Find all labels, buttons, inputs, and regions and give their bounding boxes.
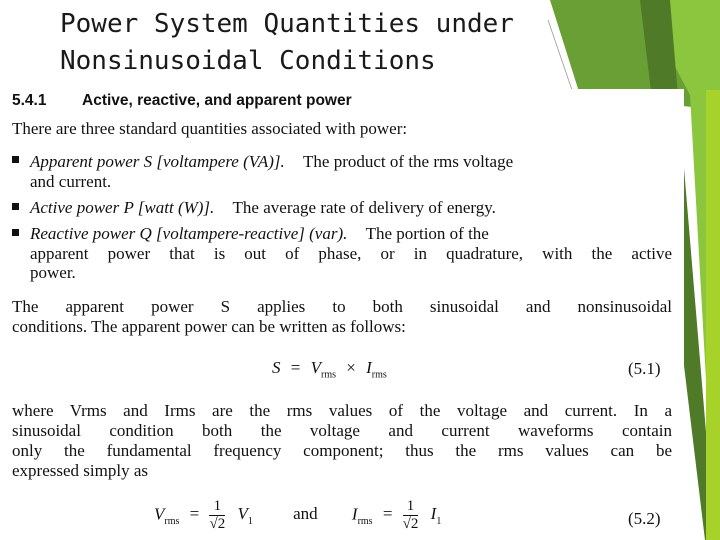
- paragraph-line: sinusoidal condition both the voltage and current waveforms contain: [12, 421, 672, 440]
- eq-var: I: [351, 504, 358, 524]
- bullet-apparent-power: [30, 152, 672, 171]
- bullet-reactive-power: [30, 224, 672, 243]
- yellow-green-strip: [706, 90, 720, 540]
- eq-var: S: [272, 358, 281, 377]
- bullet-marker: [12, 229, 19, 236]
- denominator: √2: [209, 516, 226, 532]
- numerator: 1: [213, 498, 222, 514]
- eq-sub: 1: [436, 515, 442, 527]
- eq-times: ×: [346, 358, 356, 377]
- bullet-desc-continued: power.: [30, 263, 76, 282]
- slide-title-line2: Nonsinusoidal Conditions: [60, 46, 436, 76]
- eq-sub: rms: [371, 369, 387, 381]
- slide-title-line1: Power System Quantities under: [60, 9, 514, 39]
- bullet-active-power: [30, 198, 672, 217]
- slide-title: [60, 6, 560, 80]
- bullet-marker: [12, 156, 19, 163]
- eq-sub: rms: [357, 515, 373, 527]
- paragraph-line: The apparent power S applies to both sinusoidal and nonsinusoidal: [12, 297, 672, 316]
- bullet-term: Reactive power Q [voltampere-reactive] (var).: [30, 224, 348, 243]
- section-number: 5.4.1: [12, 92, 47, 109]
- bullet-desc: The product of the rms voltage: [303, 152, 514, 171]
- numerator: 1: [406, 498, 415, 514]
- denominator: √2: [402, 516, 419, 532]
- fraction: [209, 498, 225, 533]
- bullet-marker: [12, 203, 19, 210]
- bullet-term: Apparent power S [voltampere (VA)].: [30, 152, 285, 171]
- bullet-desc: The average rate of delivery of energy.: [232, 198, 496, 217]
- equation-5-2: [154, 498, 441, 533]
- eq-sub: rms: [320, 369, 336, 381]
- bullet-desc-continued: apparent power that is out of phase, or in quadrature, with the active: [30, 244, 672, 263]
- section-heading: [12, 92, 352, 110]
- textbook-excerpt: [6, 89, 684, 540]
- eq-sub: 1: [247, 515, 253, 527]
- eq-sub: rms: [164, 515, 180, 527]
- equation-label: (5.1): [628, 359, 661, 378]
- intro-text: There are three standard quantities associated with power:: [12, 119, 408, 138]
- equation-label: (5.2): [628, 509, 661, 528]
- eq-var: V: [310, 358, 321, 377]
- eq-sign: =: [290, 358, 301, 377]
- bullet-desc: The portion of the: [365, 224, 489, 243]
- paragraph-line: conditions. The apparent power can be written as follows:: [12, 317, 406, 336]
- eq-sign: =: [382, 504, 393, 524]
- paragraph-line: expressed simply as: [12, 461, 148, 480]
- equation-5-1: [272, 358, 387, 380]
- paragraph-line: where Vrms and Irms are the rms values of the voltage and current. In a: [12, 401, 672, 420]
- eq-var: V: [237, 504, 248, 524]
- fraction: [403, 498, 419, 533]
- eq-var: V: [154, 504, 165, 524]
- bullet-desc-continued: and current.: [30, 172, 112, 191]
- eq-var: I: [366, 358, 372, 377]
- paragraph-line: only the fundamental frequency component; thus the rms values can be: [12, 441, 672, 460]
- eq-and: and: [293, 504, 318, 524]
- bullet-term: Active power P [watt (W)].: [30, 198, 215, 217]
- section-title: Active, reactive, and apparent power: [82, 92, 352, 109]
- eq-sign: =: [189, 504, 200, 524]
- eq-var: I: [430, 504, 437, 524]
